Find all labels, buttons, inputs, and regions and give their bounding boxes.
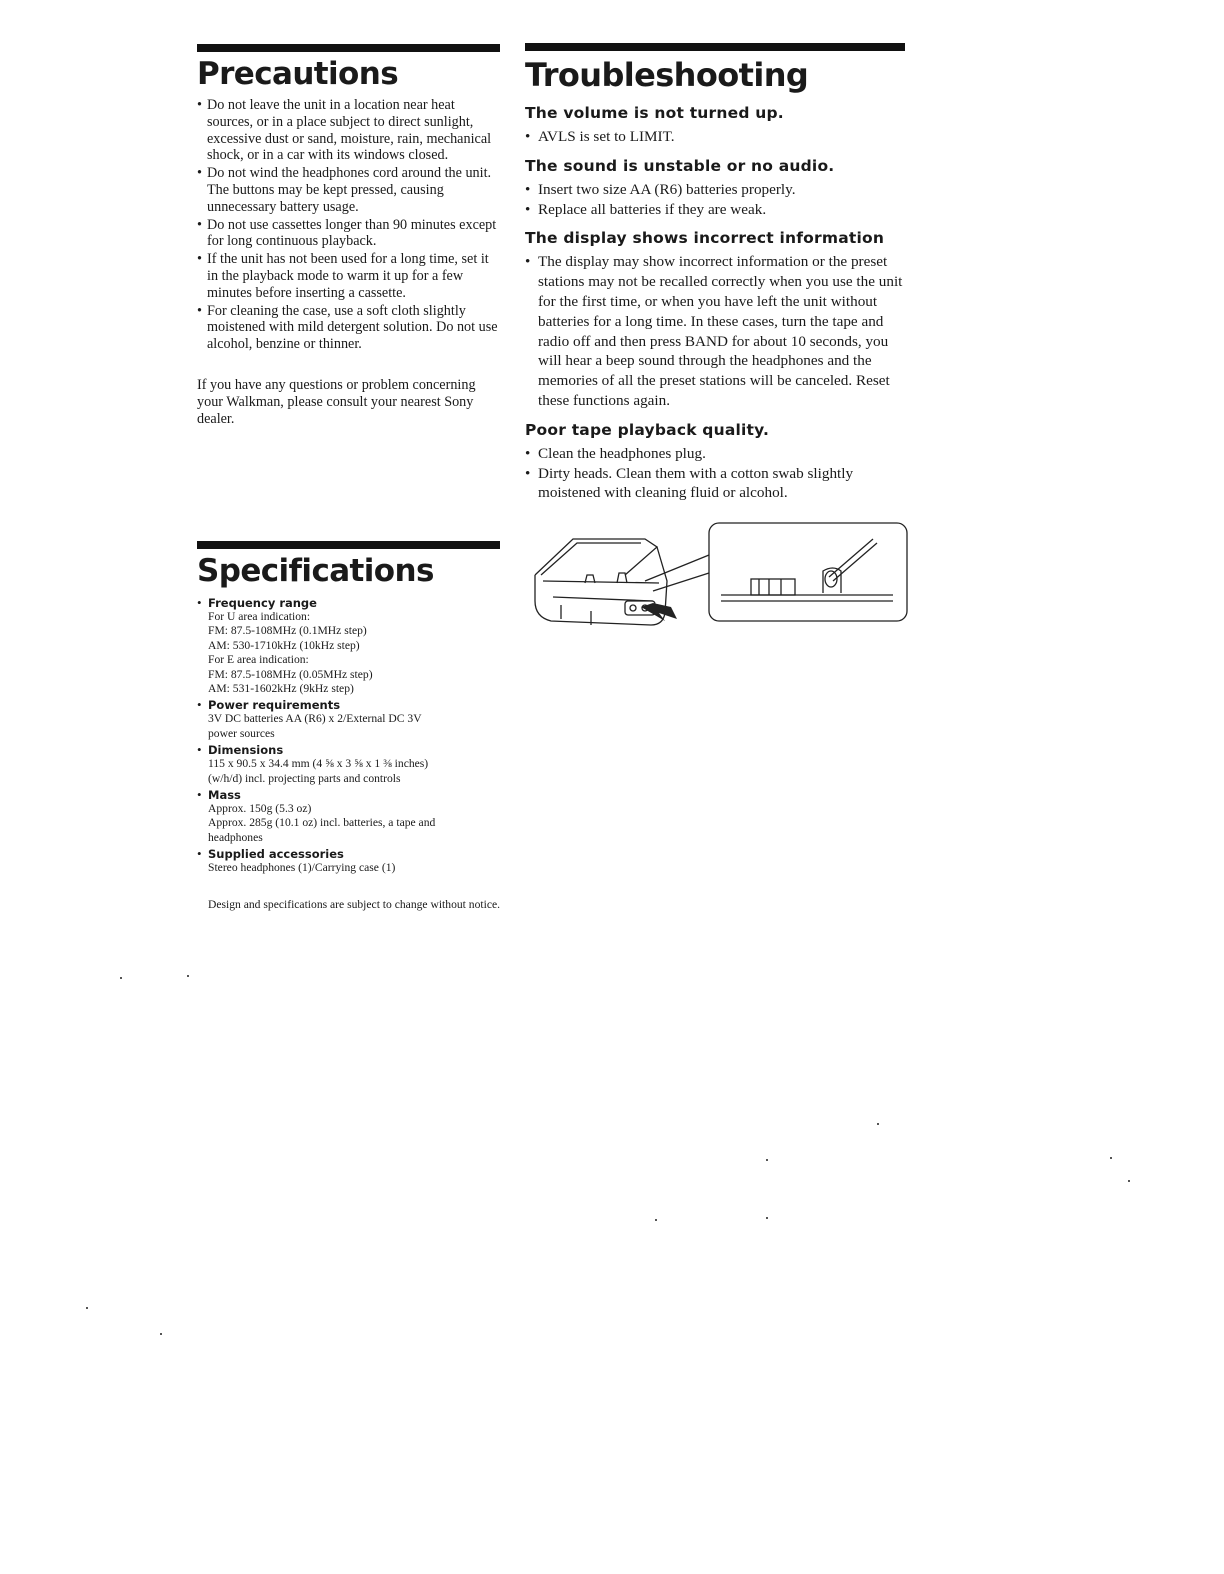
spec-line: (w/h/d) incl. projecting parts and controls [208,771,401,785]
spec-line: Approx. 150g (5.3 oz) [208,802,312,816]
spec-item-frequency [197,596,500,696]
scan-speck [1110,1157,1112,1159]
spec-heading: • Mass [208,788,241,803]
trouble-list [525,252,905,410]
scan-speck [655,1219,657,1221]
spec-line: For E area indication: [208,653,309,667]
trouble-list [525,127,905,147]
spec-line: 115 x 90.5 x 34.4 mm (4 ⅝ x 3 ⅝ x 1 ⅜ inches) [208,757,429,771]
spec-line: AM: 530-1710kHz (10kHz step) [208,638,360,652]
trouble-list [525,180,905,220]
trouble-item: • The display may show incorrect information or the preset stations may not be recalled correctly when you use the unit for the first time, or when you have left the unit without batteries for a long time. In these cases, turn the tape and radio off and then press BAND for about 10 seconds, you will hear a beep sound through the headphones and the memories of all the preset stations will be canceled. Reset these functions again. [525,252,905,410]
troubleshooting-title: Troubleshooting [525,56,809,94]
scan-speck [877,1123,879,1125]
specifications-list [197,596,500,876]
spec-line: For U area indication: [208,610,311,623]
scan-speck [160,1333,162,1335]
spec-item-mass [197,788,500,845]
precautions-list [197,97,500,353]
spec-line: headphones [208,830,263,844]
dealer-note: If you have any questions or problem concerning your Walkman, please consult your nearest Sony dealer. [197,376,476,427]
spec-heading: • Dimensions [208,743,284,758]
precaution-item: • For cleaning the case, use a soft cloth slightly moistened with mild detergent solution. Do not use alcohol, benzine or thinner. [197,303,500,353]
arrow-icon [641,603,677,621]
spec-line: Approx. 285g (10.1 oz) incl. batteries, a tape and [208,816,436,830]
precautions-section [197,44,500,428]
spec-item-accessories [197,847,500,875]
precaution-item: • Do not leave the unit in a location near heat sources, or in a place subject to direct sunlight, excessive dust or sand, moisture, rain, mechanical shock, or in a car with its windows closed. [197,97,500,164]
precaution-item: • Do not wind the headphones cord around the unit. The buttons may be kept pressed, causing unnecessary battery usage. [197,165,500,215]
spec-item-dimensions [197,743,500,786]
trouble-item: • Insert two size AA (R6) batteries properly. [525,180,905,200]
section-rule [525,43,905,51]
precaution-item: • Do not use cassettes longer than 90 minutes except for long continuous playback. [197,217,500,251]
cassette-head-cleaning-illustration [533,521,909,631]
specifications-note: Design and specifications are subject to change without notice. [208,897,501,911]
scan-speck [120,977,122,979]
trouble-heading-sound: The sound is unstable or no audio. [525,156,835,175]
section-rule [197,44,500,52]
trouble-item: • Replace all batteries if they are weak. [525,200,905,220]
trouble-heading-playback: Poor tape playback quality. [525,420,770,439]
troubleshooting-section [525,43,905,503]
spec-item-power [197,698,500,741]
specifications-section [197,541,500,912]
trouble-item: • Clean the headphones plug. [525,444,905,464]
specifications-title: Specifications [197,553,434,589]
spec-line: FM: 87.5-108MHz (0.05MHz step) [208,667,373,681]
trouble-heading-display: The display shows incorrect information [525,229,885,248]
spec-heading: • Supplied accessories [208,847,344,862]
trouble-item: • Dirty heads. Clean them with a cotton swab slightly moistened with cleaning fluid or alcohol. [525,464,905,504]
trouble-heading-volume: The volume is not turned up. [525,104,784,122]
precautions-title: Precautions [197,56,399,92]
spec-line: 3V DC batteries AA (R6) x 2/External DC 3V [208,712,422,726]
scan-speck [766,1217,768,1219]
spec-line: FM: 87.5-108MHz (0.1MHz step) [208,624,367,638]
spec-line: AM: 531-1602kHz (9kHz step) [208,682,354,696]
precaution-item: • If the unit has not been used for a long time, set it in the playback mode to warm it up for a few minutes before inserting a cassette. [197,251,500,301]
spec-heading: • Power requirements [208,698,341,713]
trouble-list [525,444,905,503]
section-rule [197,541,500,549]
trouble-item: • AVLS is set to LIMIT. [525,127,905,147]
spec-heading: • Frequency range [208,596,317,610]
illustration-svg [533,521,909,631]
scan-speck [86,1307,88,1309]
spec-line: Stereo headphones (1)/Carrying case (1) [208,861,396,875]
scan-speck [1128,1180,1130,1182]
spec-line: power sources [208,726,275,740]
scan-speck [187,975,189,977]
scan-speck [766,1159,768,1161]
